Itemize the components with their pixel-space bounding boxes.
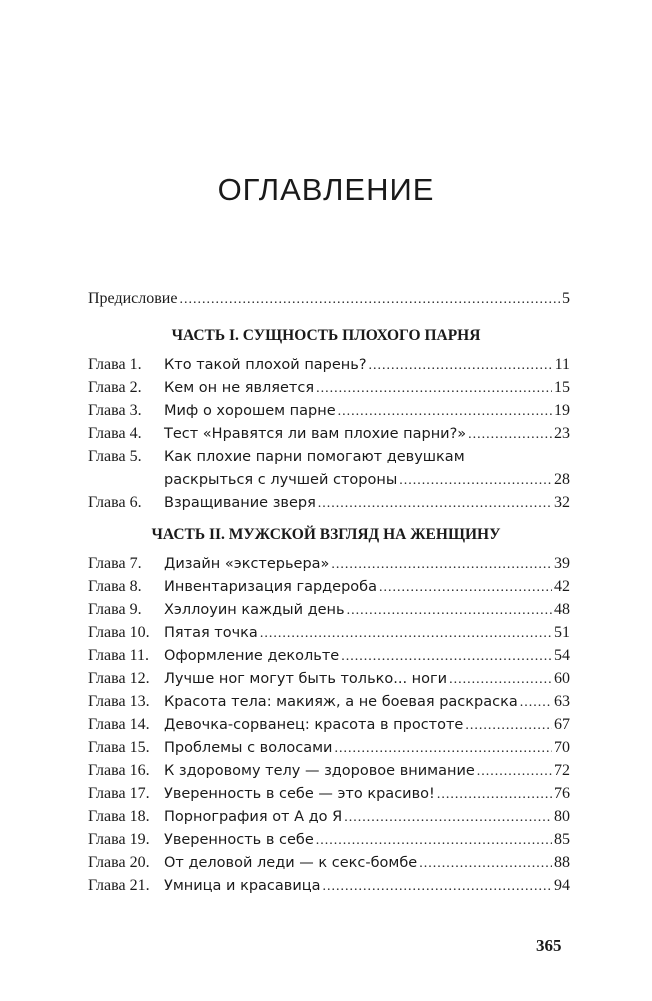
- chapter-label: Глава 1.: [88, 356, 142, 373]
- dot-leader: [179, 289, 560, 311]
- dot-leader: [341, 646, 552, 668]
- chapter-label: Глава 11.: [88, 647, 149, 664]
- dot-leader: [260, 623, 552, 645]
- chapter-label: Глава 5.: [88, 448, 142, 465]
- toc-entry: [88, 875, 570, 898]
- chapter-label: Глава 20.: [88, 854, 150, 871]
- toc-entry: [88, 668, 570, 691]
- dot-leader: [419, 853, 552, 875]
- toc-entry: [88, 691, 570, 714]
- chapter-label: Глава 8.: [88, 578, 142, 595]
- dot-leader: [323, 876, 552, 898]
- dot-leader: [318, 493, 552, 515]
- toc-entry: [88, 852, 570, 875]
- dot-leader: [520, 692, 552, 714]
- page-number: 365: [536, 936, 562, 955]
- chapter-page: 88: [554, 854, 570, 871]
- chapter-label: Глава 7.: [88, 555, 142, 572]
- chapter-page: 76: [554, 785, 570, 802]
- chapter-label: Глава 6.: [88, 494, 142, 511]
- dot-leader: [468, 424, 552, 446]
- chapter-label: Глава 18.: [88, 808, 150, 825]
- chapter-title: К здоровому телу — здоровое внимание: [164, 763, 475, 779]
- chapter-title: Проблемы с волосами: [164, 740, 333, 756]
- chapter-label: Глава 13.: [88, 693, 150, 710]
- dot-leader: [399, 470, 552, 492]
- toc-entry: [88, 400, 570, 423]
- dot-leader: [334, 738, 552, 760]
- toc-entry: [88, 760, 570, 783]
- toc-entry: [88, 783, 570, 806]
- preface-page: 5: [562, 290, 570, 307]
- chapter-page: 85: [554, 831, 570, 848]
- chapter-title: Оформление декольте: [164, 648, 340, 664]
- dot-leader: [477, 761, 552, 783]
- chapter-title: Лучше ног могут быть только... ноги: [164, 671, 448, 687]
- chapter-title: Кто такой плохой парень?: [164, 357, 367, 373]
- toc-entry: [88, 599, 570, 622]
- toc-entry: [88, 553, 570, 576]
- dot-leader: [369, 355, 553, 377]
- chapter-page: 51: [554, 624, 570, 641]
- chapter-title: Порнография от А до Я: [164, 809, 343, 825]
- chapter-label: Глава 16.: [88, 762, 150, 779]
- chapter-label: Глава 2.: [88, 379, 142, 396]
- dot-leader: [316, 830, 552, 852]
- toc-entry: [88, 737, 570, 760]
- toc-entry: [88, 354, 570, 377]
- chapter-title: Миф о хорошем парне: [164, 403, 336, 419]
- part-2-heading: ЧАСТЬ II. МУЖСКОЙ ВЗГЛЯД НА ЖЕНЩИНУ: [151, 526, 501, 543]
- dot-leader: [449, 669, 552, 691]
- toc-entry: [88, 714, 570, 737]
- chapter-title-continued: раскрыться с лучшей стороны: [164, 472, 398, 488]
- chapter-title: Как плохие парни помогают девушкам: [164, 449, 465, 465]
- chapter-page: 70: [554, 739, 570, 756]
- chapter-page: 80: [554, 808, 570, 825]
- toc-entry: [88, 423, 570, 446]
- page-title: ОГЛАВЛЕНИЕ: [217, 172, 435, 207]
- toc-entry: [88, 622, 570, 645]
- chapter-title: Тест «Нравятся ли вам плохие парни?»: [164, 426, 467, 442]
- chapter-page: 11: [554, 356, 570, 373]
- chapter-page: 19: [554, 402, 570, 419]
- chapter-title: Красота тела: макияж, а не боевая раскраска: [164, 694, 518, 710]
- chapter-page: 32: [554, 494, 570, 511]
- part-1-heading: ЧАСТЬ I. СУЩНОСТЬ ПЛОХОГО ПАРНЯ: [171, 327, 481, 344]
- toc-entry-line-2: [88, 469, 570, 492]
- toc-entry: [88, 492, 570, 515]
- chapter-label: Глава 9.: [88, 601, 142, 618]
- chapter-title: Хэллоуин каждый день: [164, 602, 345, 618]
- chapter-page: 42: [554, 578, 570, 595]
- chapter-title: От деловой леди — к секс-бомбе: [164, 855, 418, 871]
- chapter-label: Глава 17.: [88, 785, 150, 802]
- dot-leader: [331, 554, 552, 576]
- toc-entry: [88, 576, 570, 599]
- toc-entry: [88, 829, 570, 852]
- chapter-page: 54: [554, 647, 570, 664]
- chapter-label: Глава 3.: [88, 402, 142, 419]
- dot-leader: [437, 784, 552, 806]
- toc-entry: [88, 377, 570, 400]
- chapter-label: Глава 12.: [88, 670, 150, 687]
- chapter-page: 15: [554, 379, 570, 396]
- chapter-title: Инвентаризация гардероба: [164, 579, 378, 595]
- chapter-page: 72: [554, 762, 570, 779]
- chapter-page: 67: [554, 716, 570, 733]
- chapter-label: Глава 10.: [88, 624, 150, 641]
- chapter-title: Уверенность в себе — это красиво!: [164, 786, 435, 802]
- chapter-page: 94: [554, 877, 570, 894]
- chapter-page: 39: [554, 555, 570, 572]
- chapter-title: Кем он не является: [164, 380, 315, 396]
- chapter-label: Глава 21.: [88, 877, 150, 894]
- toc-entry-preface: [88, 288, 570, 311]
- chapter-label: Глава 14.: [88, 716, 150, 733]
- chapter-page: 63: [554, 693, 570, 710]
- dot-leader: [344, 807, 552, 829]
- chapter-page: 28: [554, 471, 570, 488]
- dot-leader: [347, 600, 552, 622]
- chapter-title: Умница и красавица: [164, 878, 321, 894]
- preface-title: Предисловие: [88, 290, 178, 307]
- toc-entry: [88, 645, 570, 668]
- dot-leader: [338, 401, 552, 423]
- dot-leader: [465, 715, 552, 737]
- chapter-label: Глава 15.: [88, 739, 150, 756]
- chapter-page: 23: [554, 425, 570, 442]
- chapter-label: Глава 4.: [88, 425, 142, 442]
- chapter-title: Девочка-сорванец: красота в простоте: [164, 717, 464, 733]
- chapter-page: 48: [554, 601, 570, 618]
- chapter-page: 60: [554, 670, 570, 687]
- chapter-title: Пятая точка: [164, 625, 258, 641]
- chapter-title: Уверенность в себе: [164, 832, 314, 848]
- toc-entry: [88, 806, 570, 829]
- chapter-title: Взращивание зверя: [164, 495, 316, 511]
- chapter-title: Дизайн «экстерьера»: [164, 556, 330, 572]
- toc-entry-line-1: [88, 446, 570, 468]
- chapter-label: Глава 19.: [88, 831, 150, 848]
- dot-leader: [316, 378, 552, 400]
- dot-leader: [379, 577, 552, 599]
